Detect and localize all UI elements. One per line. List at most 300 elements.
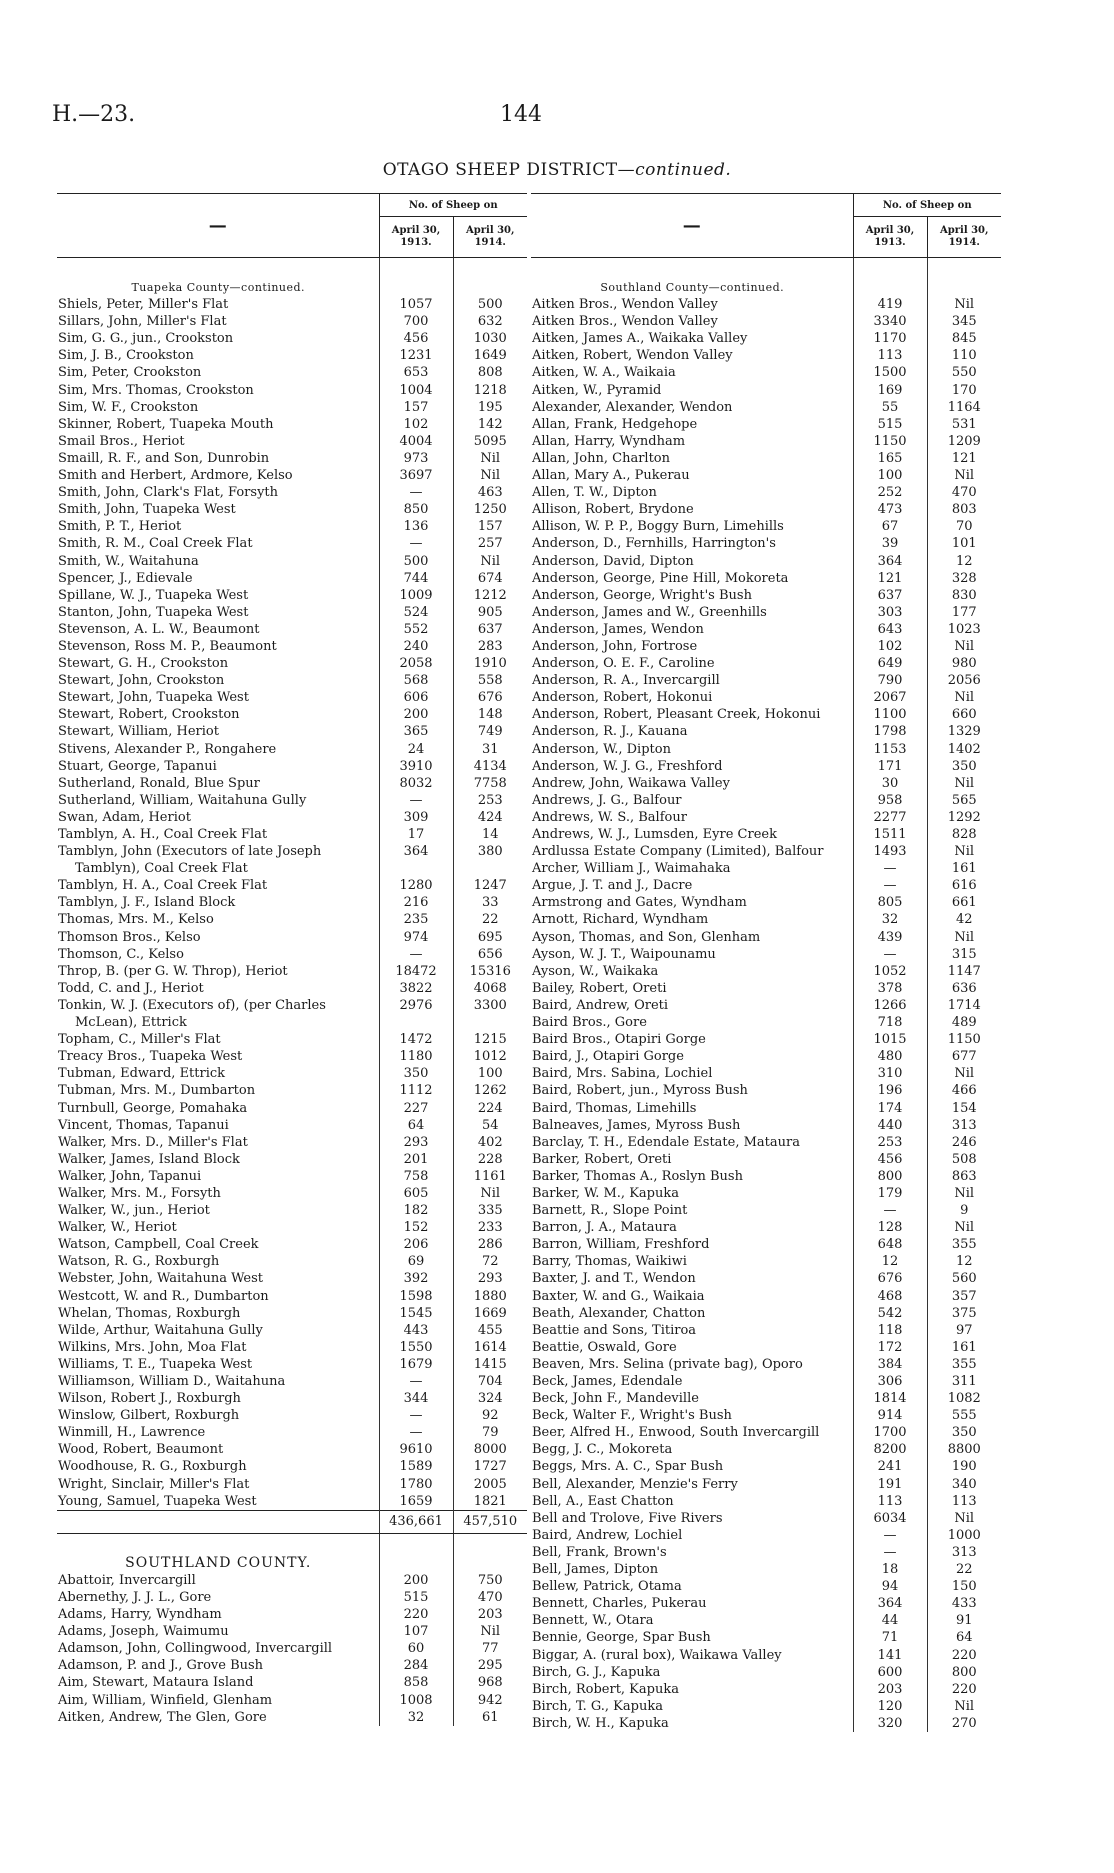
sheep-count-1913: 364 xyxy=(853,1595,927,1612)
owner-name: Anderson, W. J. G., Freshford xyxy=(532,758,723,774)
owner-name: Williamson, William D., Waitahuna xyxy=(58,1374,286,1389)
owner-name: Smail Bros., Heriot xyxy=(58,433,185,449)
table-row xyxy=(57,604,527,621)
sheep-count-1914: 324 xyxy=(453,1390,527,1407)
sheep-count-1913: 1052 xyxy=(853,963,927,980)
sheep-count-1913: — xyxy=(853,946,927,963)
owner-name: Balneaves, James, Myross Bush xyxy=(532,1117,741,1133)
owner-name: Barron, William, Freshford xyxy=(532,1237,710,1253)
sheep-count-1913: 419 xyxy=(853,296,927,313)
col-1913-header: April 30, 1913. xyxy=(853,217,927,258)
owner-name: Walker, Mrs. D., Miller's Flat xyxy=(58,1134,248,1150)
table-row xyxy=(531,296,1001,313)
sheep-count-1913: 1589 xyxy=(379,1458,453,1475)
table-row xyxy=(531,1031,1001,1048)
table-row xyxy=(57,1151,527,1168)
sheep-count-1913: — xyxy=(853,877,927,894)
table-row xyxy=(57,1014,527,1031)
sheep-count-1913: 1266 xyxy=(853,997,927,1014)
sheep-count-1913: 220 xyxy=(379,1606,453,1623)
table-row xyxy=(531,1185,1001,1202)
sheep-count-1914: Nil xyxy=(453,1623,527,1640)
sheep-count-1914: 455 xyxy=(453,1322,527,1339)
sheep-count-1913: 468 xyxy=(853,1288,927,1305)
total-1914: 457,510 xyxy=(453,1510,527,1533)
sheep-count-1913: 100 xyxy=(853,467,927,484)
owner-name: Skinner, Robert, Tuapeka Mouth xyxy=(58,416,274,432)
table-row xyxy=(531,1168,1001,1185)
sheep-count-1913: 542 xyxy=(853,1305,927,1322)
owner-name: Allen, T. W., Dipton xyxy=(532,485,657,501)
sheep-count-1913: 171 xyxy=(853,758,927,775)
sheep-count-1913: — xyxy=(853,1527,927,1544)
table-row xyxy=(57,723,527,740)
table-row xyxy=(57,1253,527,1270)
sheep-count-1913: 456 xyxy=(853,1151,927,1168)
sheep-count-1914: Nil xyxy=(927,638,1001,655)
owner-name: Tamblyn), Coal Creek Flat xyxy=(75,861,248,877)
sheep-count-1913: 443 xyxy=(379,1322,453,1339)
table-row xyxy=(531,877,1001,894)
sheep-count-1914: 637 xyxy=(453,621,527,638)
owner-name: Thomson, C., Kelso xyxy=(58,946,184,962)
sheep-count-1913: 392 xyxy=(379,1270,453,1287)
sheep-count-1914: 283 xyxy=(453,638,527,655)
sheep-count-1914: 70 xyxy=(927,518,1001,535)
owner-name: Beaven, Mrs. Selina (private bag), Oporo xyxy=(532,1356,803,1372)
sheep-count-1914: 64 xyxy=(927,1629,1001,1646)
sheep-count-1913: 606 xyxy=(379,689,453,706)
sheep-count-1914: 91 xyxy=(927,1612,1001,1629)
sheep-count-1914: 110 xyxy=(927,347,1001,364)
sheep-count-1914: 12 xyxy=(927,553,1001,570)
sheep-count-1914: 845 xyxy=(927,330,1001,347)
table-row xyxy=(57,416,527,433)
sheep-count-1914: 77 xyxy=(453,1640,527,1657)
left-column xyxy=(57,193,527,1726)
sheep-count-1914: 170 xyxy=(927,382,1001,399)
table-row xyxy=(531,433,1001,450)
sheep-count-1913: 3340 xyxy=(853,313,927,330)
sheep-count-1914: 1082 xyxy=(927,1390,1001,1407)
table-row xyxy=(531,1424,1001,1441)
owner-name: Biggar, A. (rural box), Waikawa Valley xyxy=(532,1647,782,1663)
table-row xyxy=(57,689,527,706)
sheep-count-1914: 1147 xyxy=(927,963,1001,980)
sheep-count-1914: 228 xyxy=(453,1151,527,1168)
table-row xyxy=(57,1270,527,1287)
sheep-count-1914: 905 xyxy=(453,604,527,621)
sheep-count-1914: 113 xyxy=(927,1493,1001,1510)
table-row xyxy=(57,655,527,672)
sheep-count-1913: 1780 xyxy=(379,1476,453,1493)
sheep-count-1914: Nil xyxy=(927,1065,1001,1082)
sheep-count-1914: 616 xyxy=(927,877,1001,894)
owner-name: Beck, John F., Mandeville xyxy=(532,1391,699,1407)
owner-name: Birch, G. J., Kapuka xyxy=(532,1664,661,1680)
owner-name: Baxter, J. and T., Wendon xyxy=(532,1271,696,1287)
sheep-count-1913: 800 xyxy=(853,1168,927,1185)
sheep-count-1914: 1292 xyxy=(927,809,1001,826)
sheep-count-1913: 600 xyxy=(853,1664,927,1681)
owner-name: Thomas, Mrs. M., Kelso xyxy=(58,912,214,928)
owner-name: Beggs, Mrs. A. C., Spar Bush xyxy=(532,1459,724,1475)
owner-name: Sim, Mrs. Thomas, Crookston xyxy=(58,382,254,398)
table-row xyxy=(57,911,527,928)
sheep-count-1913: 200 xyxy=(379,706,453,723)
table-row xyxy=(531,1544,1001,1561)
owner-name: Baird Bros., Gore xyxy=(532,1015,647,1031)
sheep-count-1914: 8800 xyxy=(927,1441,1001,1458)
sheep-count-1914: 1669 xyxy=(453,1305,527,1322)
sheep-count-1913: 1511 xyxy=(853,826,927,843)
owner-name: Anderson, Robert, Hokonui xyxy=(532,690,713,706)
table-row xyxy=(531,1288,1001,1305)
sheep-count-1914: 1821 xyxy=(453,1493,527,1511)
table-row xyxy=(57,621,527,638)
owner-name: Anderson, John, Fortrose xyxy=(532,638,698,654)
sheep-count-1913: 1814 xyxy=(853,1390,927,1407)
sheep-count-1913: 440 xyxy=(853,1117,927,1134)
table-row xyxy=(531,1270,1001,1287)
owner-name: Archer, William J., Waimahaka xyxy=(532,861,731,877)
sheep-count-1914 xyxy=(453,860,527,877)
name-column-header: — xyxy=(531,194,853,258)
owner-name: Turnbull, George, Pomahaka xyxy=(58,1100,248,1116)
owner-name: Anderson, D., Fernhills, Harrington's xyxy=(532,536,776,552)
owner-name: Baxter, W. and G., Waikaia xyxy=(532,1288,705,1304)
sheep-count-1913: 1472 xyxy=(379,1031,453,1048)
sheep-count-1914: 12 xyxy=(927,1253,1001,1270)
sheep-count-1913: — xyxy=(853,1544,927,1561)
table-row xyxy=(531,1202,1001,1219)
sheep-count-1914: 150 xyxy=(927,1578,1001,1595)
owner-name: Anderson, R. J., Kauana xyxy=(532,724,688,740)
owner-name: McLean), Ettrick xyxy=(75,1015,187,1031)
sheep-count-1914: 1247 xyxy=(453,877,527,894)
owner-name: Beck, James, Edendale xyxy=(532,1374,683,1389)
sheep-count-1914: 293 xyxy=(453,1270,527,1287)
table-row xyxy=(57,1657,527,1674)
table-row xyxy=(57,450,527,467)
owner-name: Bellew, Patrick, Otama xyxy=(532,1579,682,1595)
sheep-count-1913: 241 xyxy=(853,1458,927,1475)
sheep-count-1913: 456 xyxy=(379,330,453,347)
owner-name: Barnett, R., Slope Point xyxy=(532,1203,688,1219)
sheep-count-1914: 161 xyxy=(927,860,1001,877)
owner-name: Thomson Bros., Kelso xyxy=(58,929,201,945)
table-row xyxy=(57,399,527,416)
owner-name: Smith, W., Waitahuna xyxy=(58,553,199,569)
table-row xyxy=(57,553,527,570)
table-row xyxy=(57,330,527,347)
sheep-count-1914: 1329 xyxy=(927,723,1001,740)
table-row xyxy=(531,1219,1001,1236)
owner-name: Wilde, Arthur, Waitahuna Gully xyxy=(58,1322,263,1338)
sheep-count-1914: 2005 xyxy=(453,1476,527,1493)
table-row xyxy=(57,894,527,911)
table-row xyxy=(57,1606,527,1623)
sheep-count-1913: 67 xyxy=(853,518,927,535)
sheep-count-1914: 565 xyxy=(927,792,1001,809)
sheep-count-1913: 480 xyxy=(853,1048,927,1065)
owner-name: Sim, G. G., jun., Crookston xyxy=(58,331,234,347)
table-row xyxy=(531,587,1001,604)
table-row xyxy=(531,1476,1001,1493)
sheep-count-1913: 60 xyxy=(379,1640,453,1657)
sheep-count-1914: 500 xyxy=(453,296,527,313)
sheep-count-1914: 1161 xyxy=(453,1168,527,1185)
sheep-count-1914: 253 xyxy=(453,792,527,809)
table-row xyxy=(531,723,1001,740)
owner-name: Smaill, R. F., and Son, Dunrobin xyxy=(58,450,270,466)
sheep-count-1914: 1714 xyxy=(927,997,1001,1014)
table-row xyxy=(57,809,527,826)
table-row xyxy=(57,980,527,997)
sheep-count-1914: 1262 xyxy=(453,1082,527,1099)
table-row xyxy=(57,1305,527,1322)
owner-name: Stevenson, Ross M. P., Beaumont xyxy=(58,638,277,654)
owner-name: Sim, Peter, Crookston xyxy=(58,365,202,381)
sheep-count-1914: 355 xyxy=(927,1236,1001,1253)
table-row xyxy=(531,1339,1001,1356)
owner-name: Allan, Frank, Hedgehope xyxy=(532,416,698,432)
sheep-count-1914: 2056 xyxy=(927,672,1001,689)
owner-name: Adamson, John, Collingwood, Invercargill xyxy=(58,1641,333,1657)
sheep-count-1913: 958 xyxy=(853,792,927,809)
sheep-count-1913: 344 xyxy=(379,1390,453,1407)
sheep-count-1914: 470 xyxy=(927,484,1001,501)
table-row xyxy=(57,1134,527,1151)
sheep-count-1913: 18 xyxy=(853,1561,927,1578)
owner-name: Baird, Thomas, Limehills xyxy=(532,1100,697,1116)
sheep-count-1914: 177 xyxy=(927,604,1001,621)
table-row xyxy=(531,946,1001,963)
table-row xyxy=(531,894,1001,911)
sheep-count-1914: 1727 xyxy=(453,1458,527,1475)
sheep-count-1913: 6034 xyxy=(853,1510,927,1527)
sheep-count-1914: 828 xyxy=(927,826,1001,843)
sheep-count-1913: 1280 xyxy=(379,877,453,894)
sheep-count-1913: 643 xyxy=(853,621,927,638)
sheep-count-1914: 9 xyxy=(927,1202,1001,1219)
owner-name: Allison, W. P. P., Boggy Burn, Limehills xyxy=(532,519,784,535)
owner-name: Ayson, W., Waikaka xyxy=(532,963,659,979)
sheep-count-1913: 1659 xyxy=(379,1493,453,1511)
sheep-count-1914: 22 xyxy=(453,911,527,928)
sheep-count-1913: 1170 xyxy=(853,330,927,347)
sheep-count-1913 xyxy=(379,1014,453,1031)
owner-name: Argue, J. T. and J., Dacre xyxy=(532,878,693,894)
owner-name: Baird Bros., Otapiri Gorge xyxy=(532,1032,706,1048)
owner-name: Stuart, George, Tapanui xyxy=(58,758,217,774)
sheep-count-1913: — xyxy=(853,860,927,877)
owner-name: Beer, Alfred H., Enwood, South Invercargill xyxy=(532,1425,820,1441)
sheep-count-1914: 508 xyxy=(927,1151,1001,1168)
table-row xyxy=(531,911,1001,928)
sheep-count-1913: 473 xyxy=(853,501,927,518)
table-row xyxy=(531,518,1001,535)
table-row xyxy=(57,843,527,860)
owner-name: Aitken, Robert, Wendon Valley xyxy=(532,348,733,364)
sheep-count-1914: Nil xyxy=(927,929,1001,946)
table-row xyxy=(57,963,527,980)
owner-name: Tamblyn, John (Executors of late Joseph xyxy=(58,844,322,860)
sheep-count-1913: 32 xyxy=(379,1709,453,1726)
sheep-count-1914: 315 xyxy=(927,946,1001,963)
table-row xyxy=(531,963,1001,980)
sheep-count-1914: 220 xyxy=(927,1647,1001,1664)
owner-name: Anderson, Robert, Pleasant Creek, Hokonui xyxy=(532,707,821,723)
table-row xyxy=(531,758,1001,775)
section-heading-text: Tuapeka County—continued. xyxy=(131,281,306,294)
owner-name: Tubman, Edward, Ettrick xyxy=(58,1066,226,1082)
table-row xyxy=(531,1151,1001,1168)
sheep-count-1914: 4134 xyxy=(453,758,527,775)
right-column xyxy=(531,193,1001,1732)
owner-name: Williams, T. E., Tuapeka West xyxy=(58,1356,253,1372)
sheep-count-1913: 653 xyxy=(379,364,453,381)
sheep-count-1914: Nil xyxy=(453,467,527,484)
sheep-count-1913: 121 xyxy=(853,570,927,587)
sheep-count-1914: 7758 xyxy=(453,775,527,792)
sheep-count-1913: 4004 xyxy=(379,433,453,450)
owner-name: Sutherland, William, Waitahuna Gully xyxy=(58,792,307,808)
sheep-count-1914: 942 xyxy=(453,1692,527,1709)
owner-name: Birch, T. G., Kapuka xyxy=(532,1698,663,1714)
title-continued: continued. xyxy=(635,160,732,180)
sheep-count-1913: 107 xyxy=(379,1623,453,1640)
sheep-count-1913: 303 xyxy=(853,604,927,621)
sheep-count-1914: 355 xyxy=(927,1356,1001,1373)
sheep-count-1914: 1415 xyxy=(453,1356,527,1373)
sheep-count-1913: 568 xyxy=(379,672,453,689)
table-row xyxy=(531,364,1001,381)
sheep-count-1914: 357 xyxy=(927,1288,1001,1305)
table-row xyxy=(531,860,1001,877)
table-row xyxy=(57,587,527,604)
sheep-count-1913: 744 xyxy=(379,570,453,587)
table-row xyxy=(57,1441,527,1458)
sheep-count-1913: 1153 xyxy=(853,741,927,758)
owner-name: Vincent, Thomas, Tapanui xyxy=(58,1117,229,1133)
owner-name: Stewart, John, Crookston xyxy=(58,673,225,689)
sheep-count-1913: 24 xyxy=(379,741,453,758)
table-row xyxy=(57,1288,527,1305)
sheep-count-1913: 32 xyxy=(853,911,927,928)
table-row xyxy=(57,929,527,946)
sheep-count-1913: 174 xyxy=(853,1100,927,1117)
table-row xyxy=(531,1629,1001,1646)
table-row xyxy=(531,501,1001,518)
owner-name: Anderson, O. E. F., Caroline xyxy=(532,656,715,672)
sheep-count-1914: 72 xyxy=(453,1253,527,1270)
sheep-count-1913: 55 xyxy=(853,399,927,416)
sheep-count-1914: 1030 xyxy=(453,330,527,347)
sheep-count-1913: 44 xyxy=(853,1612,927,1629)
table-row xyxy=(531,655,1001,672)
sheep-count-1913: 64 xyxy=(379,1117,453,1134)
owner-name: Ayson, Thomas, and Son, Glenham xyxy=(532,929,761,945)
sheep-count-1913: 113 xyxy=(853,1493,927,1510)
owner-name: Bennie, George, Spar Bush xyxy=(532,1630,711,1646)
sheep-count-1914: 375 xyxy=(927,1305,1001,1322)
owner-name: Beattie and Sons, Titiroa xyxy=(532,1322,697,1338)
sheep-count-1914: 328 xyxy=(927,570,1001,587)
sheep-count-1913: 648 xyxy=(853,1236,927,1253)
table-row xyxy=(57,997,527,1014)
sheep-count-1913: 1700 xyxy=(853,1424,927,1441)
table-row xyxy=(531,347,1001,364)
table-row xyxy=(57,1709,527,1726)
sheep-count-1914: Nil xyxy=(927,689,1001,706)
sheep-count-1913: 306 xyxy=(853,1373,927,1390)
sheep-count-1914: 257 xyxy=(453,535,527,552)
owner-name: Sutherland, Ronald, Blue Spur xyxy=(58,775,260,791)
sheep-count-1914: 61 xyxy=(453,1709,527,1726)
sheep-count-1914: 1402 xyxy=(927,741,1001,758)
sheep-count-1914: Nil xyxy=(927,1510,1001,1527)
table-row xyxy=(57,1356,527,1373)
title-main: OTAGO SHEEP DISTRICT— xyxy=(382,160,636,180)
sheep-count-1914: 220 xyxy=(927,1681,1001,1698)
sheep-count-1914: 1000 xyxy=(927,1527,1001,1544)
sheep-count-1914: 466 xyxy=(927,1082,1001,1099)
table-row xyxy=(531,535,1001,552)
sheep-count-1913: 102 xyxy=(853,638,927,655)
table-row xyxy=(57,313,527,330)
sheep-count-1914: 550 xyxy=(927,364,1001,381)
sheep-count-1913: 227 xyxy=(379,1100,453,1117)
owner-name: Young, Samuel, Tuapeka West xyxy=(58,1493,257,1509)
sheep-count-1914: 92 xyxy=(453,1407,527,1424)
right-sheep-table xyxy=(531,193,1001,1732)
table-row xyxy=(531,1527,1001,1544)
page-number: 144 xyxy=(500,102,542,127)
section-heading-text: Southland County—continued. xyxy=(600,281,785,294)
sheep-count-1914: 830 xyxy=(927,587,1001,604)
col-1913-header: April 30, 1913. xyxy=(379,217,453,258)
table-row xyxy=(531,638,1001,655)
sheep-count-1913: 1598 xyxy=(379,1288,453,1305)
sheep-count-1913: 1004 xyxy=(379,382,453,399)
owner-name: Barker, W. M., Kapuka xyxy=(532,1185,679,1201)
owner-name: Stewart, Robert, Crookston xyxy=(58,707,240,723)
sheep-count-1913: 252 xyxy=(853,484,927,501)
table-row xyxy=(57,382,527,399)
owner-name: Birch, W. H., Kapuka xyxy=(532,1715,669,1731)
owner-name: Wilkins, Mrs. John, Moa Flat xyxy=(58,1339,247,1355)
sheep-count-1913: 206 xyxy=(379,1236,453,1253)
sheep-count-1913: 293 xyxy=(379,1134,453,1151)
sheep-count-1913: 8032 xyxy=(379,775,453,792)
owner-name: Wright, Sinclair, Miller's Flat xyxy=(58,1476,250,1492)
table-row xyxy=(531,399,1001,416)
owner-name: Bell, James, Dipton xyxy=(532,1562,659,1578)
owner-name: Andrew, John, Waikawa Valley xyxy=(532,775,730,791)
sheep-count-1914: 1164 xyxy=(927,399,1001,416)
owner-name: Tubman, Mrs. M., Dumbarton xyxy=(58,1083,256,1099)
owner-name: Spillane, W. J., Tuapeka West xyxy=(58,587,249,603)
sheep-count-1914: 1212 xyxy=(453,587,527,604)
owner-name: Anderson, James, Wendon xyxy=(532,621,704,637)
sheep-count-1914: 1880 xyxy=(453,1288,527,1305)
sheep-count-1914: 1614 xyxy=(453,1339,527,1356)
owner-name: Aim, Stewart, Mataura Island xyxy=(58,1675,254,1691)
owner-name: Anderson, David, Dipton xyxy=(532,553,694,569)
sheep-count-1913: 203 xyxy=(853,1681,927,1698)
sheep-count-1913 xyxy=(379,860,453,877)
